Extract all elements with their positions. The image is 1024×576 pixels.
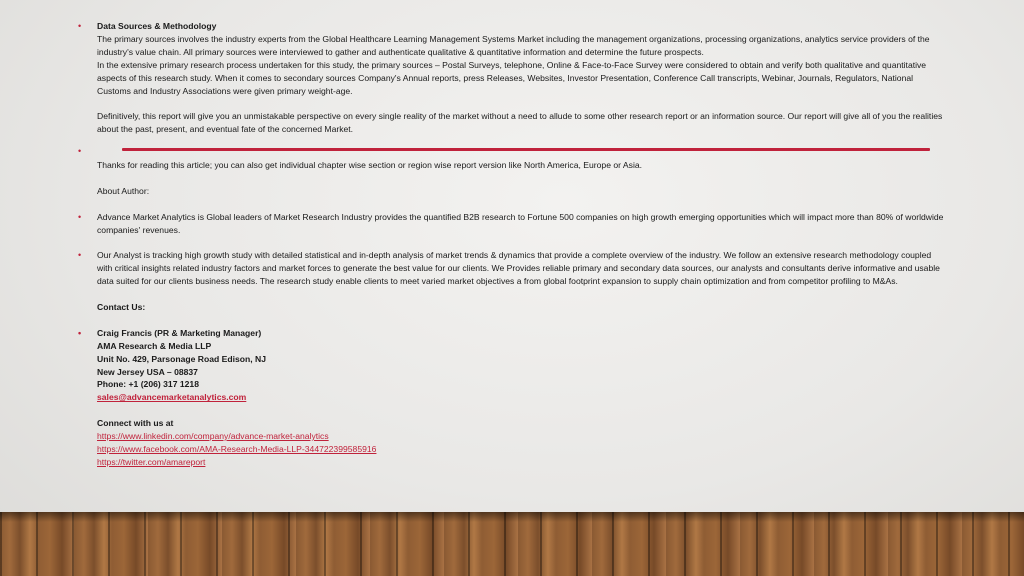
contact-phone: Phone: +1 (206) 317 1218 <box>97 379 199 390</box>
twitter-link[interactable]: https://twitter.com/amareport <box>97 456 206 467</box>
connect-label: Connect with us at <box>97 418 174 429</box>
floor-shadow <box>0 512 1024 522</box>
thanks-text: Thanks for reading this article; you can also get individual chapter wise section or region wise report version like North America, Europe or Asia. <box>97 160 643 171</box>
about-section-2 <box>78 249 948 288</box>
contact-company: AMA Research & Media LLP <box>97 340 212 351</box>
contact-section <box>78 327 948 404</box>
bullet-icon: • <box>78 146 82 157</box>
contact-address-1: Unit No. 429, Parsonage Road Edison, NJ <box>97 353 267 364</box>
bullet-icon: • <box>78 250 82 261</box>
about-section-1 <box>78 211 948 237</box>
contact-address-2: New Jersey USA – 08837 <box>97 366 198 377</box>
contact-name: Craig Francis (PR & Marketing Manager) <box>97 327 262 338</box>
methodology-paragraph-1: The primary sources involves the industry experts from the Global Healthcare Learning Management Systems Market including the management organizations, processing organizations, analytics service providers of the industry's value chain. All primary sources were interviewed to gather and authenticate qualitative & quantitative information and determine the future prospects. <box>97 33 930 57</box>
methodology-heading: Data Sources & Methodology <box>97 21 217 31</box>
linkedin-link[interactable]: https://www.linkedin.com/company/advance-market-analytics <box>97 431 329 442</box>
bullet-icon: • <box>78 327 82 338</box>
divider-line <box>122 148 930 151</box>
about-paragraph-1: Advance Market Analytics is Global leaders of Market Research Industry provides the quantified B2B research to Fortune 500 companies on high growth emerging opportunities which will impact more than 80% of worldwide companies' revenues. <box>97 211 944 235</box>
bullet-icon: • <box>78 211 82 222</box>
about-paragraph-2: Our Analyst is tracking high growth study with detailed statistical and in-depth analysis of market trends & dynamics that provide a complete overview of the industry. We follow an extensive research methodology coupled with critical insights related industry factors and market forces to generate the best value for our clients. We Provides reliable primary and secondary data sources, our analysts and consultants derive informative and usable data suited for our clients business needs. The research study enable clients to meet varied market objectives a from global footprint expansion to supply chain optimization and from competitor profiling to M&As. <box>97 250 940 287</box>
contact-email-link[interactable]: sales@advancemarketanalytics.com <box>97 392 247 403</box>
methodology-paragraph-3: Definitively, this report will give you an unmistakable perspective on every single reality of the market without a need to allude to some other research report or an information source. Our report will give all of you the realities about the past, present, and eventual fate of the concerned Market. <box>97 111 943 135</box>
contact-us-label: Contact Us: <box>97 302 146 313</box>
facebook-link[interactable]: https://www.facebook.com/AMA-Research-Media-LLP-344722399585916 <box>97 443 377 454</box>
bullet-icon: • <box>78 21 82 31</box>
slide-content <box>78 20 948 469</box>
methodology-section <box>78 20 948 136</box>
about-author-label: About Author: <box>97 185 150 196</box>
methodology-paragraph-2: In the extensive primary research process undertaken for this study, the primary sources – Postal Surveys, telephone, Online & Face-to-Face Survey were considered to obtain and verify both qualitative and quantitative aspects of this research study. When it comes to secondary sources Company's Annual reports, press Releases, Websites, Investor Presentation, Conference Call transcripts, Webinar, Journals, Regulators, National Customs and Industry Associations were given primary weight-age. <box>97 59 927 96</box>
divider-row <box>78 145 948 159</box>
